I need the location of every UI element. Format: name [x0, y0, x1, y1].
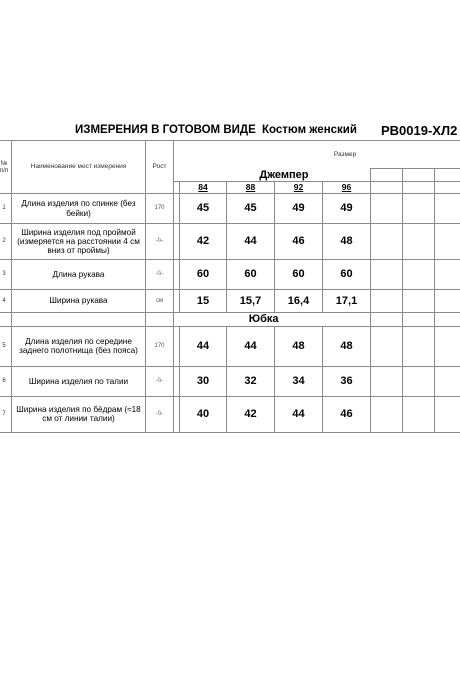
header-num: № п/п [0, 141, 12, 194]
value-96: 46 [323, 396, 371, 432]
size-92: 92 [275, 182, 323, 194]
value-96: 60 [323, 260, 371, 290]
value-88: 15,7 [227, 290, 275, 313]
value-84: 44 [180, 326, 227, 366]
value-92: 60 [275, 260, 323, 290]
title-product: Костюм женский [262, 124, 357, 136]
section-skirt: Юбка [180, 313, 323, 327]
row-number: 7 [0, 396, 12, 432]
value-96: 49 [323, 194, 371, 224]
value-84: 60 [180, 260, 227, 290]
value-84: 42 [180, 224, 227, 260]
section-skirt-row [0, 313, 460, 327]
value-96: 17,1 [323, 290, 371, 313]
table-row [0, 224, 460, 260]
value-96: 48 [323, 326, 371, 366]
section-jumper: Джемпер [180, 169, 323, 182]
value-88: 44 [227, 224, 275, 260]
size-84: 84 [180, 182, 227, 194]
value-88: 44 [227, 326, 275, 366]
title-measurements: ИЗМЕРЕНИЯ В ГОТОВОМ ВИДЕ [75, 124, 256, 136]
value-88: 45 [227, 194, 275, 224]
value-92: 34 [275, 366, 323, 396]
row-number: 6 [0, 366, 12, 396]
row-name: Длина изделия по спинке (без бейки) [12, 194, 146, 224]
row-name: Ширина рукава [12, 290, 146, 313]
row-rost: 170 [146, 326, 174, 366]
header-row [0, 141, 460, 169]
value-88: 60 [227, 260, 275, 290]
table-row [0, 326, 460, 366]
header-name: Наименование мест измерения [12, 141, 146, 194]
row-number: 5 [0, 326, 12, 366]
row-name: Ширина изделия под проймой (измеряется на расстоянии 4 см вниз от проймы) [12, 224, 146, 260]
value-84: 15 [180, 290, 227, 313]
size-96: 96 [323, 182, 371, 194]
row-rost: -\\- [146, 224, 174, 260]
table-row [0, 290, 460, 313]
table-row [0, 396, 460, 432]
value-88: 32 [227, 366, 275, 396]
value-88: 42 [227, 396, 275, 432]
title-article: РВ0019-ХЛ2 [381, 123, 458, 138]
value-96: 36 [323, 366, 371, 396]
value-92: 48 [275, 326, 323, 366]
table-row [0, 366, 460, 396]
row-name: Ширина изделия по талии [12, 366, 146, 396]
value-96: 48 [323, 224, 371, 260]
measurement-table [0, 140, 460, 433]
row-name: Длина изделия по середине заднего полотнища (без пояса) [12, 326, 146, 366]
value-92: 46 [275, 224, 323, 260]
value-92: 44 [275, 396, 323, 432]
row-rost: см [146, 290, 174, 313]
header-rost: Рост [146, 141, 174, 194]
table-row [0, 260, 460, 290]
row-number: 1 [0, 194, 12, 224]
row-number: 2 [0, 224, 12, 260]
value-84: 30 [180, 366, 227, 396]
row-number: 4 [0, 290, 12, 313]
row-rost: -\\- [146, 260, 174, 290]
row-name: Длина рукава [12, 260, 146, 290]
row-rost: 170 [146, 194, 174, 224]
value-84: 40 [180, 396, 227, 432]
header-size: Размер [174, 141, 460, 169]
row-name: Ширина изделия по бёдрам (≈18 см от линии талии) [12, 396, 146, 432]
value-92: 49 [275, 194, 323, 224]
value-84: 45 [180, 194, 227, 224]
size-88: 88 [227, 182, 275, 194]
row-rost: -\\- [146, 396, 174, 432]
row-number: 3 [0, 260, 12, 290]
row-rost: -\\- [146, 366, 174, 396]
sheet-title [0, 124, 460, 138]
value-92: 16,4 [275, 290, 323, 313]
table-row [0, 194, 460, 224]
